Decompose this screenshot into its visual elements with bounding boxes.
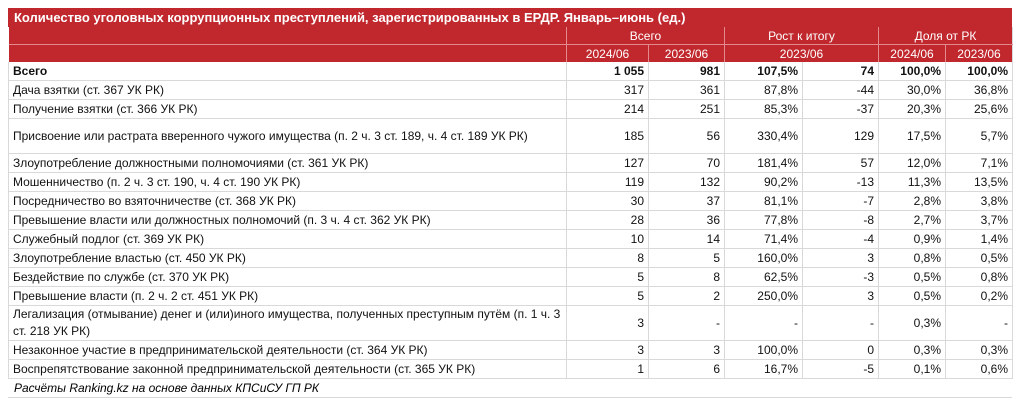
cell-value-2023: 132 [649,173,725,192]
cell-share-2024: 2,8% [879,192,946,211]
row-label: Присвоение или растрата вверенного чужого имущества (п. 2 ч. 3 ст. 189, ч. 4 ст. 189 УК РК) [9,119,567,154]
crimes-table [8,27,1013,379]
row-label: Бездействие по службе (ст. 370 УК РК) [9,268,567,287]
cell-growth-abs: -44 [803,81,879,100]
row-label: Дача взятки (ст. 367 УК РК) [9,81,567,100]
cell-value-2024: 1 055 [567,62,649,81]
table-body [9,62,1013,379]
cell-share-2024: 20,3% [879,100,946,119]
cell-share-2024: 0,1% [879,360,946,379]
cell-value-2024: 5 [567,268,649,287]
cell-share-2023: - [946,306,1013,341]
cell-growth-abs: 57 [803,154,879,173]
row-label: Злоупотребление должностными полномочиями (ст. 361 УК РК) [9,154,567,173]
cell-growth-pct: 81,1% [725,192,803,211]
table-row [9,81,1013,100]
cell-share-2024: 100,0% [879,62,946,81]
cell-value-2023: 361 [649,81,725,100]
cell-value-2024: 127 [567,154,649,173]
cell-value-2024: 5 [567,287,649,306]
cell-value-2023: 37 [649,192,725,211]
header-total-group: Всего [567,27,725,45]
row-label: Получение взятки (ст. 366 УК РК) [9,100,567,119]
cell-value-2023: 14 [649,230,725,249]
cell-value-2024: 28 [567,211,649,230]
cell-value-2024: 3 [567,341,649,360]
cell-share-2024: 17,5% [879,119,946,154]
table-row [9,230,1013,249]
cell-share-2023: 1,4% [946,230,1013,249]
row-label: Служебный подлог (ст. 369 УК РК) [9,230,567,249]
cell-value-2024: 119 [567,173,649,192]
header-share-group: Доля от РК [879,27,1013,45]
header-blank-2 [9,45,567,63]
cell-growth-pct: 181,4% [725,154,803,173]
cell-share-2024: 0,8% [879,249,946,268]
cell-share-2023: 0,3% [946,341,1013,360]
cell-growth-pct: 250,0% [725,287,803,306]
table-row [9,249,1013,268]
cell-growth-abs: -3 [803,268,879,287]
cell-growth-abs: -8 [803,211,879,230]
table-row [9,268,1013,287]
header-growth-period: 2023/06 [725,45,879,63]
table-row [9,192,1013,211]
cell-value-2024: 8 [567,249,649,268]
cell-growth-abs: 0 [803,341,879,360]
cell-growth-abs: -4 [803,230,879,249]
cell-share-2024: 0,5% [879,287,946,306]
table-title: Количество уголовных коррупционных преступлений, зарегистрированных в ЕРДР. Январь–июнь (ед.) [8,8,1012,27]
cell-growth-pct: 330,4% [725,119,803,154]
cell-share-2023: 0,2% [946,287,1013,306]
cell-value-2023: 70 [649,154,725,173]
cell-share-2023: 100,0% [946,62,1013,81]
cell-share-2024: 2,7% [879,211,946,230]
cell-growth-pct: 87,8% [725,81,803,100]
table-row [9,306,1013,341]
table-row [9,211,1013,230]
cell-value-2023: 251 [649,100,725,119]
cell-growth-abs: 129 [803,119,879,154]
cell-value-2024: 3 [567,306,649,341]
table-row [9,154,1013,173]
cell-growth-abs: -5 [803,360,879,379]
cell-growth-pct: 100,0% [725,341,803,360]
cell-share-2024: 0,5% [879,268,946,287]
cell-growth-pct: 85,3% [725,100,803,119]
cell-growth-pct: 71,4% [725,230,803,249]
cell-share-2024: 0,3% [879,306,946,341]
cell-value-2023: - [649,306,725,341]
row-label: Злоупотребление властью (ст. 450 УК РК) [9,249,567,268]
cell-growth-abs: -13 [803,173,879,192]
cell-share-2023: 13,5% [946,173,1013,192]
cell-growth-pct: 107,5% [725,62,803,81]
header-growth-group: Рост к итогу [725,27,879,45]
table-row [9,173,1013,192]
row-label: Превышение власти или должностных полномочий (п. 3 ч. 4 ст. 362 УК РК) [9,211,567,230]
cell-growth-abs: 3 [803,287,879,306]
row-label: Воспрепятствование законной предпринимательской деятельности (ст. 365 УК РК) [9,360,567,379]
cell-growth-pct: 90,2% [725,173,803,192]
corruption-table-container [8,8,1012,398]
row-label: Всего [9,62,567,81]
cell-growth-abs: -37 [803,100,879,119]
cell-value-2023: 981 [649,62,725,81]
cell-share-2023: 7,1% [946,154,1013,173]
row-label: Легализация (отмывание) денег и (или)иного имущества, полученных преступным путём (п. 1 ч. 3 ст. 218 УК РК) [9,306,567,341]
cell-value-2023: 6 [649,360,725,379]
cell-value-2023: 2 [649,287,725,306]
row-label: Мошенничество (п. 2 ч. 3 ст. 190, ч. 4 ст. 190 УК РК) [9,173,567,192]
row-label: Незаконное участие в предпринимательской деятельности (ст. 364 УК РК) [9,341,567,360]
row-label: Посредничество во взяточничестве (ст. 368 УК РК) [9,192,567,211]
cell-value-2023: 8 [649,268,725,287]
cell-growth-pct: 62,5% [725,268,803,287]
cell-growth-abs: 3 [803,249,879,268]
cell-share-2023: 3,7% [946,211,1013,230]
row-label: Превышение власти (п. 2 ч. 2 ст. 451 УК РК) [9,287,567,306]
table-row [9,100,1013,119]
cell-share-2023: 5,7% [946,119,1013,154]
table-row [9,62,1013,81]
cell-value-2024: 1 [567,360,649,379]
cell-share-2023: 25,6% [946,100,1013,119]
cell-value-2024: 185 [567,119,649,154]
cell-value-2024: 317 [567,81,649,100]
table-row [9,119,1013,154]
cell-growth-abs: 74 [803,62,879,81]
header-blank [9,27,567,45]
cell-growth-abs: - [803,306,879,341]
cell-share-2023: 0,8% [946,268,1013,287]
header-total-2023: 2023/06 [649,45,725,63]
cell-value-2023: 36 [649,211,725,230]
cell-value-2024: 30 [567,192,649,211]
cell-growth-pct: 16,7% [725,360,803,379]
cell-share-2023: 3,8% [946,192,1013,211]
cell-share-2024: 0,9% [879,230,946,249]
cell-value-2024: 10 [567,230,649,249]
cell-value-2023: 5 [649,249,725,268]
cell-share-2023: 0,6% [946,360,1013,379]
header-share-2024: 2024/06 [879,45,946,63]
cell-value-2023: 56 [649,119,725,154]
source-note: Расчёты Ranking.kz на основе данных КПСиСУ ГП РК [8,379,1012,398]
cell-value-2023: 3 [649,341,725,360]
cell-share-2024: 11,3% [879,173,946,192]
cell-share-2024: 0,3% [879,341,946,360]
cell-value-2024: 214 [567,100,649,119]
cell-growth-pct: 77,8% [725,211,803,230]
header-share-2023: 2023/06 [946,45,1013,63]
cell-share-2024: 12,0% [879,154,946,173]
cell-share-2024: 30,0% [879,81,946,100]
table-row [9,341,1013,360]
cell-share-2023: 0,5% [946,249,1013,268]
cell-growth-pct: 160,0% [725,249,803,268]
cell-growth-abs: -7 [803,192,879,211]
cell-share-2023: 36,8% [946,81,1013,100]
cell-growth-pct: - [725,306,803,341]
header-total-2024: 2024/06 [567,45,649,63]
table-row [9,287,1013,306]
table-row [9,360,1013,379]
